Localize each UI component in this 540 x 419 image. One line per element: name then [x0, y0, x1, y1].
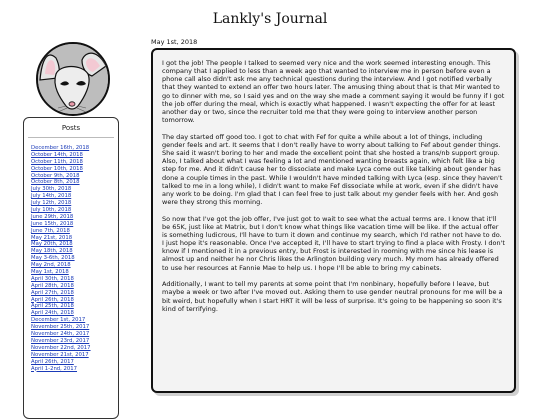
posts-list — [24, 141, 118, 372]
post-link[interactable]: April 26th, 2017 — [31, 358, 74, 365]
post-link[interactable]: June 15th, 2018 — [31, 220, 74, 227]
list-item — [31, 341, 118, 351]
post-link[interactable]: November 22nd, 2017 — [31, 344, 91, 351]
post-link[interactable]: October 9th, 2018 — [31, 172, 80, 179]
list-item — [31, 251, 118, 262]
post-link[interactable]: May 20th, 2018 — [31, 241, 73, 248]
posts-heading: Posts — [61, 124, 81, 132]
post-link[interactable]: December 16th, 2018 — [31, 145, 90, 151]
list-item — [31, 244, 118, 255]
post-link[interactable]: October 14th, 2018 — [31, 151, 83, 158]
posts-panel — [23, 117, 119, 419]
list-item — [31, 210, 118, 220]
post-link[interactable]: May 2nd, 2018 — [31, 262, 71, 269]
list-item — [31, 296, 118, 310]
post-link[interactable]: June 29th, 2018 — [31, 213, 74, 220]
post-link[interactable]: July 10th, 2018 — [31, 207, 72, 214]
list-item — [31, 189, 118, 200]
post-link[interactable]: October 11th, 2018 — [31, 158, 83, 165]
list-item — [31, 320, 118, 331]
post-link[interactable]: May 18th, 2018 — [31, 248, 73, 255]
post-link[interactable]: November 23rd, 2017 — [31, 337, 90, 344]
post-link[interactable]: November 21st, 2017 — [31, 351, 89, 358]
list-item — [31, 155, 118, 165]
list-item — [31, 272, 118, 282]
post-link[interactable]: October 10th, 2018 — [31, 165, 83, 172]
post-link[interactable]: November 25th, 2017 — [31, 324, 90, 331]
list-item — [31, 231, 118, 241]
list-item — [31, 141, 118, 151]
list-item — [31, 306, 118, 317]
post-link[interactable]: April 1-2nd, 2017 — [31, 365, 78, 372]
list-item — [31, 279, 118, 289]
list-item — [31, 169, 118, 179]
list-item — [31, 313, 118, 324]
post-link[interactable]: July 12th, 2018 — [31, 200, 72, 207]
post-link[interactable]: April 25th, 2018 — [31, 303, 74, 310]
post-link[interactable]: November 24th, 2017 — [31, 331, 90, 338]
post-link[interactable]: June 7th, 2018 — [31, 227, 70, 234]
post-date: May 1st, 2018 — [151, 38, 198, 46]
list-item — [31, 224, 118, 234]
post-link[interactable]: July 30th, 2018 — [31, 186, 72, 193]
post-paragraph: So now that I've got the job offer, I've just got to wait to see what the actual terms are. I know that it'll be 65K, just like at Matrix, but I don't know what things like vacation time will be like. If the actual offer is something ludicrous, I'll have to turn it down and continue my search, which I'd rather not have to do. I just hope it's reasonable. Once I've accepted it, I'll have to start trying to find a place with Frosty. I don't know if I mentioned it in a previous entry, but Frost is interested in rooming with me since his lease is almost up and neither he nor Chris likes the Arlington building very much. My mom has already offered to use her resources at Fannie Mae to help us. I hope I'll be able to bring my cabinets. — [162, 214, 505, 272]
post-link[interactable]: May 1st, 2018 — [31, 269, 69, 276]
post-paragraph: I got the job! The people I talked to seemed very nice and the work seemed interesting enough. This company that I applied to less than a week ago that wanted to interview me in person before even a phone call also didn't ask me any technical questions during the interview. And I got notified verbally that they wanted to extend an offer two hours later. The amusing thing about that is that Mir wanted to go to dinner with me, so I said yes and on the way she made a comment saying it would be funny if I got the job offer during the meal, which is exactly what happened. I wasn't expecting the offer for at least another day or two, since the recruiter told me that they were going to interview another person tomorrow. — [162, 59, 505, 125]
list-item — [31, 196, 118, 207]
post-paragraph: Additionally, I want to tell my parents at some point that I'm nonbinary, hopefully before I leave, but maybe a week or two after I've moved out. Asking them to use gender neutral pronouns for me will be a bit weird, but hopefully when I start HRT it will be less of surprise. It's going to be happening so soon it's kind of terrifying. — [162, 280, 503, 313]
post-link[interactable]: December 1st, 2017 — [31, 317, 86, 324]
list-item — [31, 362, 118, 372]
list-item — [31, 162, 118, 172]
list-item — [31, 348, 118, 358]
site-title: Lankly's Journal — [212, 11, 328, 27]
post-body — [151, 48, 516, 393]
post-link[interactable]: July 14th, 2018 — [31, 193, 72, 200]
list-item — [31, 203, 118, 214]
post-link[interactable]: October 8th, 2018 — [31, 179, 80, 186]
post-link[interactable]: April 27th, 2018 — [31, 289, 74, 296]
post-link[interactable]: May 3-6th, 2018 — [31, 255, 75, 262]
list-item — [31, 148, 118, 158]
list-item — [31, 334, 118, 344]
list-item — [31, 327, 118, 338]
post-link[interactable]: April 28th, 2018 — [31, 282, 74, 289]
avatar — [36, 42, 110, 116]
list-item — [31, 293, 118, 303]
list-item — [31, 234, 118, 248]
list-item — [31, 286, 118, 296]
post-link[interactable]: April 26th, 2018 — [31, 296, 74, 303]
post-link[interactable]: April 24th, 2018 — [31, 310, 74, 317]
post-link[interactable]: May 21st, 2018 — [31, 234, 73, 241]
list-item — [31, 172, 118, 186]
list-item — [31, 265, 118, 276]
post-paragraph: The day started off good too. I got to chat with Fef for quite a while about a lot of things, including gender feels and art. It seems that I don't really have to worry about talking to Fef about gender things. She said it wasn't boring to her and made the excellent point that she hosted a trans/nb support group. Also, I talked about what I was feeling a lot and mentioned wanting breasts again, which felt like a big step for me. And it didn't cause her to dissociate and make Lyca come out like talking about gender has done a couple times in the past. While I wouldn't have minded talking with Lyca (esp. since they haven't talked to me in a long while), I didn't want to make Fef dissociate while at work, even if she didn't have any work to be doing. I'm glad that I can feel free to just talk about my gender feels with her. And gosh were they strong this morning. — [162, 132, 503, 206]
rat-avatar-icon — [38, 44, 108, 114]
list-item — [31, 217, 118, 227]
post-link[interactable]: April 30th, 2018 — [31, 275, 74, 282]
posts-divider — [28, 137, 114, 138]
